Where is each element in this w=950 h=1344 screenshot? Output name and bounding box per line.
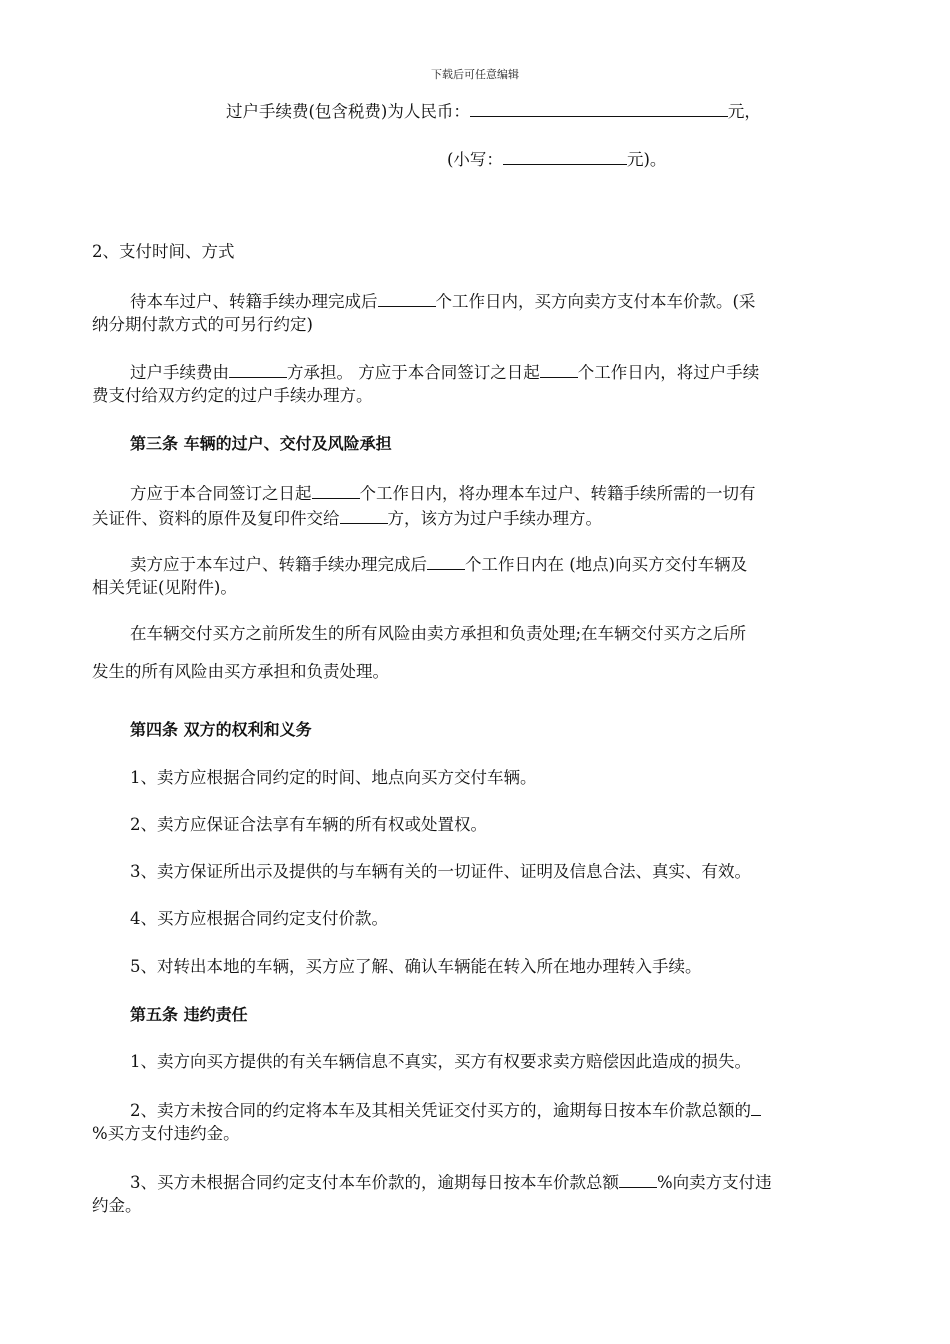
fee-label: 过户手续费(包含税费)为人民币： bbox=[226, 102, 470, 121]
fee-small-open: (小写： bbox=[447, 150, 503, 169]
fee-amount-blank bbox=[470, 98, 728, 117]
s2-p2-text-b: 方承担。 方应于本合同签订之日起 bbox=[287, 363, 540, 382]
page-header: 下载后可任意编辑 bbox=[431, 68, 519, 81]
a5-p1: 1、卖方向买方提供的有关车辆信息不真实，买方有权要求卖方赔偿因此造成的损失。 bbox=[130, 1052, 751, 1071]
fee-small-blank bbox=[503, 146, 627, 165]
a3-p3-line1: 在车辆交付买方之前所发生的所有风险由卖方承担和负责处理;在车辆交付买方之后所 bbox=[130, 624, 747, 643]
s2-p1-text-a: 待本车过户、转籍手续办理完成后 bbox=[130, 292, 378, 311]
s2-p2-text-c: 个工作日内，将过户手续 bbox=[577, 363, 760, 382]
s2-p1-line2: 纳分期付款方式的可另行约定) bbox=[92, 315, 313, 334]
a5-p3-text-b: %向卖方支付违 bbox=[657, 1173, 772, 1192]
a3-p2-line2: 相关凭证(见附件)。 bbox=[92, 578, 237, 597]
s2-p2-blank-2 bbox=[540, 359, 578, 378]
s2-p2-blank-1 bbox=[229, 359, 287, 378]
fee-small-line bbox=[447, 146, 666, 172]
a3-p1-text-d: 方，该方为过户手续办理方。 bbox=[387, 509, 602, 528]
a5-p2-text-a: 2、卖方未按合同的约定将本车及其相关凭证交付买方的，逾期每日按本车价款总额的 bbox=[130, 1101, 751, 1120]
a4-item-4: 4、买方应根据合同约定支付价款。 bbox=[130, 909, 388, 928]
fee-unit: 元， bbox=[727, 102, 761, 121]
s2-p1-blank bbox=[378, 288, 436, 307]
article-4-title: 第四条 双方的权利和义务 bbox=[130, 720, 312, 739]
a5-p3-blank bbox=[619, 1169, 657, 1188]
a4-item-5: 5、对转出本地的车辆，买方应了解、确认车辆能在转入所在地办理转入手续。 bbox=[130, 957, 702, 976]
a3-p2-text-b: 个工作日内在 (地点)向买方交付车辆及 bbox=[465, 555, 748, 574]
a5-p3-text-a: 3、买方未根据合同约定支付本车价款的，逾期每日按本车价款总额 bbox=[130, 1173, 619, 1192]
a3-p1-text-a: 方应于本合同签订之日起 bbox=[130, 484, 312, 503]
s2-p1-text-b: 个工作日内，买方向卖方支付本车价款。(采 bbox=[435, 292, 756, 311]
a3-p1-line1 bbox=[130, 480, 756, 506]
a3-p1-text-b: 个工作日内，将办理本车过户、转籍手续所需的一切有 bbox=[359, 484, 756, 503]
fee-small-close: 元)。 bbox=[626, 150, 667, 169]
a5-p2-line2: %买方支付违约金。 bbox=[92, 1124, 240, 1143]
a3-p2-text-a: 卖方应于本车过户、转籍手续办理完成后 bbox=[130, 555, 427, 574]
s2-p1-line1 bbox=[130, 288, 755, 314]
s2-p2-text-a: 过户手续费由 bbox=[130, 363, 229, 382]
a3-p1-text-c: 关证件、资料的原件及复印件交给 bbox=[92, 509, 340, 528]
a5-p2-blank bbox=[751, 1097, 761, 1116]
s2-p2-line1 bbox=[130, 359, 759, 385]
article-5-title: 第五条 违约责任 bbox=[130, 1005, 248, 1024]
a3-p2-blank bbox=[427, 551, 465, 570]
a5-p3-line2: 约金。 bbox=[92, 1196, 142, 1215]
a3-p1-blank-1 bbox=[312, 480, 360, 499]
section-2-title: 2、支付时间、方式 bbox=[92, 242, 235, 261]
a5-p3-line1 bbox=[130, 1169, 772, 1195]
s2-p2-line2: 费支付给双方约定的过户手续办理方。 bbox=[92, 386, 373, 405]
a3-p1-line2 bbox=[92, 505, 602, 531]
a4-item-1: 1、卖方应根据合同约定的时间、地点向买方交付车辆。 bbox=[130, 768, 537, 787]
a3-p1-blank-2 bbox=[340, 505, 388, 524]
fee-line bbox=[226, 98, 761, 124]
article-3-title: 第三条 车辆的过户、交付及风险承担 bbox=[130, 434, 392, 453]
a3-p2-line1 bbox=[130, 551, 747, 577]
a4-item-3: 3、卖方保证所出示及提供的与车辆有关的一切证件、证明及信息合法、真实、有效。 bbox=[130, 862, 751, 881]
a3-p3-line2: 发生的所有风险由买方承担和负责处理。 bbox=[92, 662, 389, 681]
a5-p2-line1 bbox=[130, 1097, 761, 1123]
a4-item-2: 2、卖方应保证合法享有车辆的所有权或处置权。 bbox=[130, 815, 487, 834]
